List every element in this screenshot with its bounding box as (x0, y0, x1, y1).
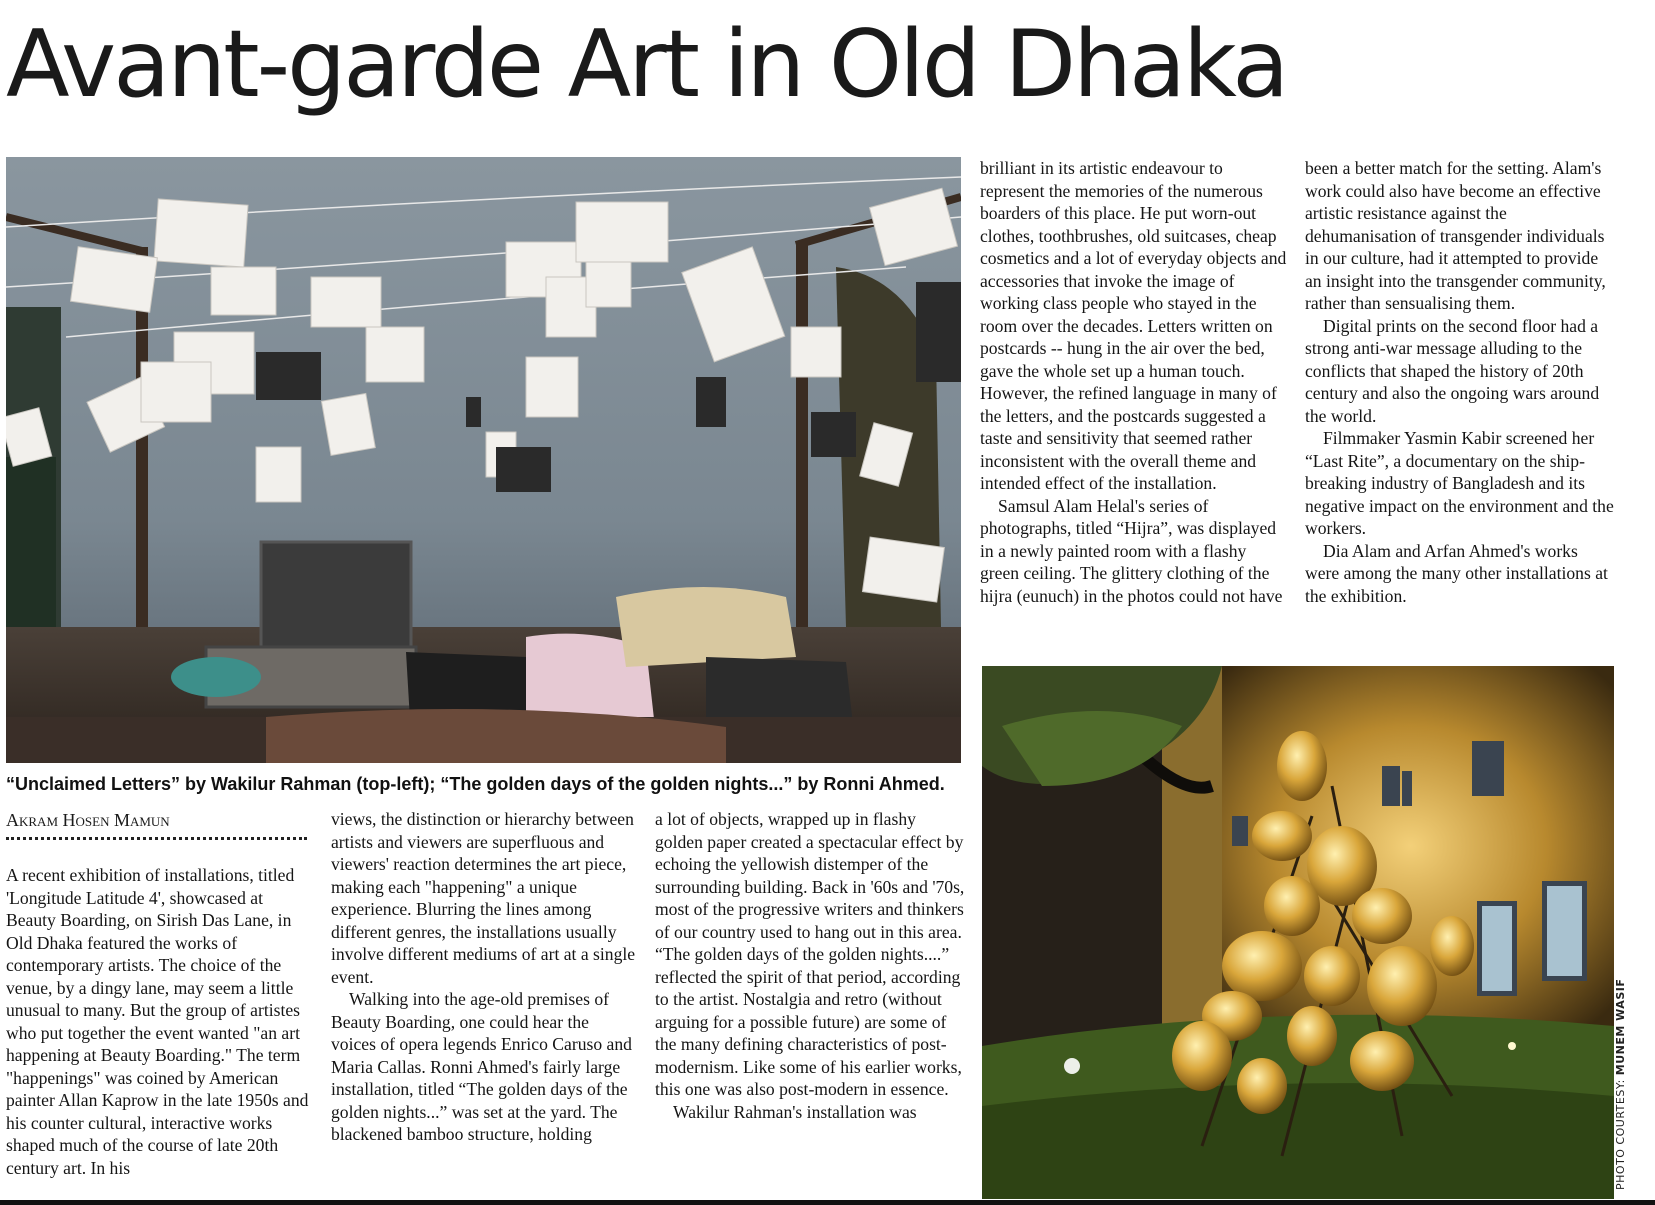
paragraph: Digital prints on the second floor had a strong anti-war message alluding to the conflicts that shaped the history of 20th century and also the ongoing wars around the world. (1305, 315, 1600, 426)
paragraph: Walking into the age-old premises of Beauty Boarding, one could hear the voices of opera legends Enrico Caruso and Maria Callas. Ronni Ahmed's fairly large installation, titled “The golden days of the golden nights...” was set at the yard. The blackened bamboo structure, holding (331, 989, 632, 1144)
page-bottom-rule (0, 1200, 1655, 1205)
headline: Avant-garde Art in Old Dhaka (6, 10, 1287, 118)
article-column-3 (655, 808, 965, 1123)
photo-golden-days-image (982, 666, 1614, 1199)
paragraph: Wakilur Rahman's installation was (673, 1101, 917, 1122)
paragraph: been a better match for the setting. Alam's work could also have become an effective artistic resistance against the dehumanisation of transgender individuals in our culture, had it attempted to provide an insight into the transgender community, rather than sensualising them. (1305, 158, 1606, 313)
photo-unclaimed-letters (6, 157, 961, 763)
photo-credit (1614, 979, 1627, 1190)
paragraph: a lot of objects, wrapped up in flashy golden paper created a spectacular effect by echoing the yellowish distemper of the surrounding building. Back in '60s and '70s, most of the progressive writers and thinkers of our country used to hang out in this area. “The golden days of the golden nights....” reflected the spirit of that period, according to the artist. Nostalgia and retro (without arguing for a possible future) are some of the many defining characteristics of post-modernism. Like some of his earlier works, this one was also post-modern in essence. (655, 809, 965, 1099)
paragraph: Dia Alam and Arfan Ahmed's works were among the many other installations at the exhibition. (1305, 540, 1608, 606)
photo-credit-name: MUNEM WASIF (1614, 978, 1627, 1076)
byline-dotted-divider (6, 836, 307, 840)
byline: Akram Hosen Mamun (6, 810, 170, 830)
photo-unclaimed-letters-image (6, 157, 961, 763)
article-column-4 (980, 157, 1288, 607)
photo-golden-days (982, 666, 1614, 1199)
article-column-5 (1305, 157, 1615, 607)
photo-credit-label: PHOTO COURTESY: (1614, 1075, 1627, 1190)
photo-caption: “Unclaimed Letters” by Wakilur Rahman (top-left); “The golden days of the golden nights...” by Ronni Ahmed. (6, 774, 945, 794)
paragraph: A recent exhibition of installations, titled 'Longitude Latitude 4', showcased at Beauty Boarding, on Sirish Das Lane, in Old Dhaka featured the works of contemporary artists. The choice of the venue, by a dingy lane, may seem a little unusual to many. But the group of artistes who put together the event wanted "an art happening at Beauty Boarding." The term "happenings" was coined by American painter Allan Kaprow in the late 1950s and his counter cultural, interactive works shaped much of the course of late 20th century art. In his (6, 865, 309, 1178)
article-column-2 (331, 808, 637, 1146)
paragraph: Filmmaker Yasmin Kabir screened her “Last Rite”, a documentary on the ship-breaking industry of Bangladesh and its negative impact on the environment and the workers. (1305, 428, 1614, 538)
article-column-1 (6, 864, 311, 1179)
paragraph: Samsul Alam Helal's series of photographs, titled “Hijra”, was displayed in a newly painted room with a flashy green ceiling. The glittery clothing of the hijra (eunuch) in the photos could not have (980, 495, 1283, 606)
paragraph: views, the distinction or hierarchy between artists and viewers are superfluous and viewers' reaction determines the art piece, making each "happening" a unique experience. Blurring the lines among different genres, the installations usually involve different mediums of art at a single event. (331, 809, 636, 987)
paragraph: brilliant in its artistic endeavour to represent the memories of the numerous boarders of this place. He put worn-out clothes, toothbrushes, old suitcases, cheap cosmetics and a lot of everyday objects and accessories that invoke the image of working class people who stayed in the room over the decades. Letters written on postcards -- hung in the air over the bed, gave the whole set up a human touch. However, the refined language in many of the letters, and the postcards suggested a taste and sensitivity that seemed rather inconsistent with the overall theme and intended effect of the installation. (980, 158, 1287, 493)
